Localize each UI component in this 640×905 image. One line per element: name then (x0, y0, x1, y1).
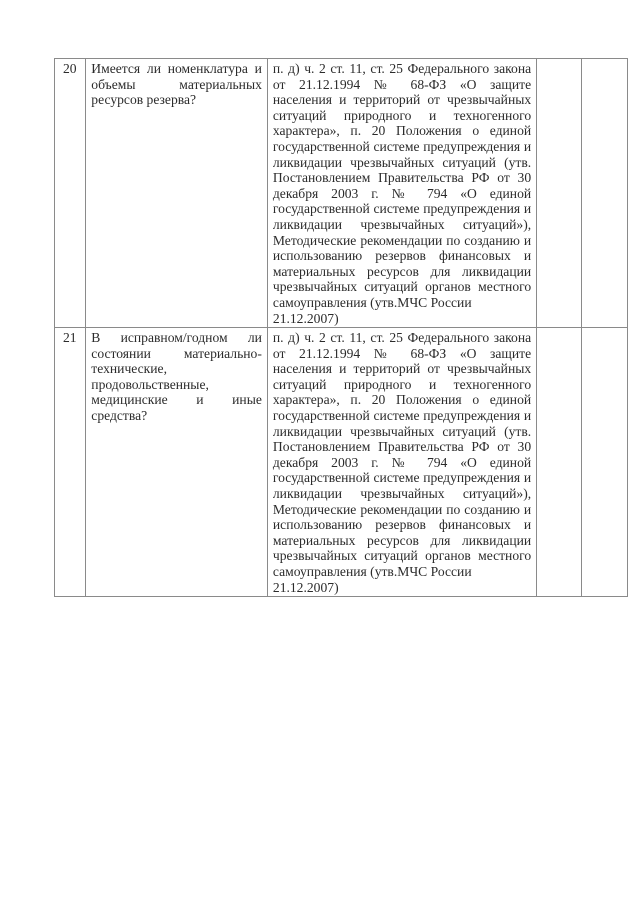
row-number: 21 (55, 328, 86, 597)
answer-cell (537, 328, 582, 597)
legal-basis-date: 21.12.2007) (272, 310, 339, 326)
legal-basis-text: п. д) ч. 2 ст. 11, ст. 25 Федерального закона от 21.12.1994 № 68-ФЗ «О защите населения и территорий от чрезвычайных ситуаций природного и техногенного характера», п. 20 Положения о единой государственной системе предупреждения и ликвидации чрезвычайных ситуаций (утв. Постановлением Правительства РФ от 30 декабря 2003 г. № 794 «О единой государственной системе предупреждения и ликвидации чрезвычайных ситуаций»), Методические рекомендации по созданию и использованию резервов финансовых и материальных ресурсов для ликвидации чрезвычайных ситуаций органов местного самоуправления (утв.МЧС России (272, 330, 532, 579)
checklist-table (54, 58, 628, 597)
table-row (55, 328, 628, 597)
note-cell (582, 59, 628, 328)
question-cell: В исправном/годном ли состоянии материально-технические, продовольственные, медицинские и иные средства? (86, 328, 268, 597)
question-cell: Имеется ли номенклатура и объемы материальных ресурсов резерва? (86, 59, 268, 328)
legal-basis-cell (267, 59, 536, 328)
legal-basis-text: п. д) ч. 2 ст. 11, ст. 25 Федерального закона от 21.12.1994 № 68-ФЗ «О защите населения и территорий от чрезвычайных ситуаций природного и техногенного характера», п. 20 Положения о единой государственной системе предупреждения и ликвидации чрезвычайных ситуаций (утв. Постановлением Правительства РФ от 30 декабря 2003 г. № 794 «О единой государственной системе предупреждения и ликвидации чрезвычайных ситуаций»), Методические рекомендации по созданию и использованию резервов финансовых и материальных ресурсов для ликвидации чрезвычайных ситуаций органов местного самоуправления (утв.МЧС России (272, 61, 532, 310)
answer-cell (537, 59, 582, 328)
table-row (55, 59, 628, 328)
row-number: 20 (55, 59, 86, 328)
legal-basis-cell (267, 328, 536, 597)
note-cell (582, 328, 628, 597)
legal-basis-date: 21.12.2007) (272, 579, 339, 595)
